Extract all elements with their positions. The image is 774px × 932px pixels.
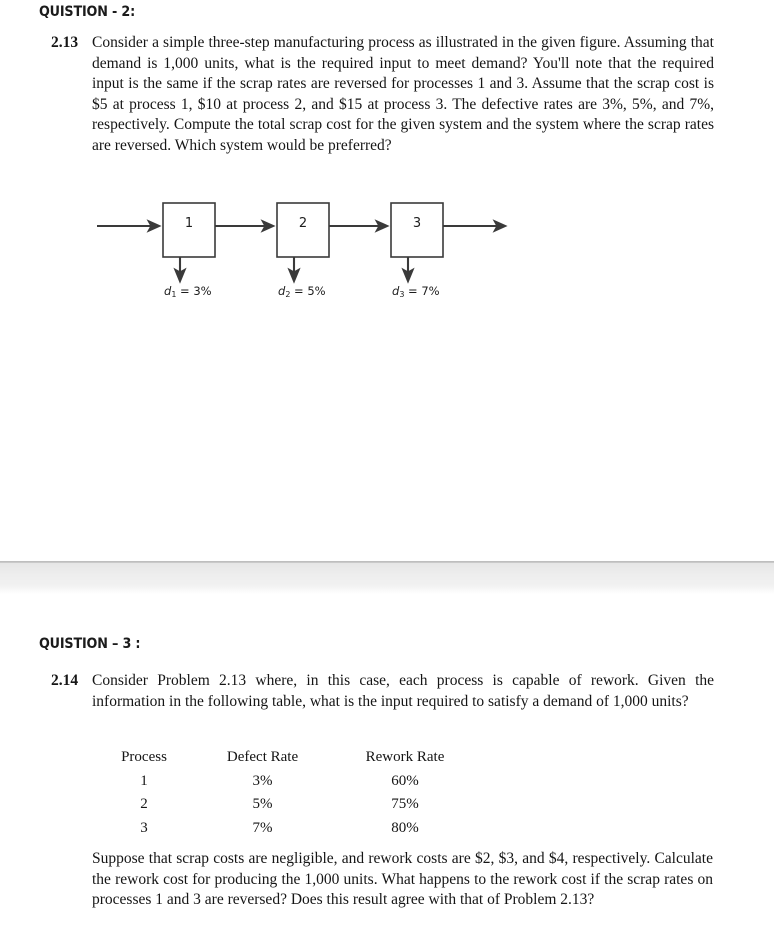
defect-label-3: [392, 284, 440, 298]
cell-defect-rate: 7%: [252, 819, 273, 836]
table-row: [92, 770, 481, 794]
cell-rework-rate: 80%: [391, 819, 419, 836]
problem-2-13-number: 2.13: [51, 34, 79, 51]
defect-label-2: [278, 284, 326, 298]
problem-2-14-trailing-body: [92, 849, 713, 911]
defect-label-3-value: 7%: [421, 284, 440, 298]
column-header-rework-rate: Rework Rate: [365, 749, 445, 765]
arrow-1-to-2-head: [263, 222, 273, 231]
defect-label-2-value: 5%: [307, 284, 326, 298]
problem-2-14-number: 2.14: [51, 672, 79, 689]
defect-label-1-subscript: 1: [171, 290, 177, 299]
cell-defect-rate: 5%: [252, 796, 273, 812]
rework-rate-table: [92, 746, 481, 840]
cell-rework-rate: 60%: [391, 772, 419, 789]
problem-2-13-body: [92, 33, 714, 157]
arrow-2-to-3-head: [377, 222, 387, 231]
question-2-heading: QUISTION - 2:: [39, 4, 136, 20]
input-arrow-head: [149, 222, 159, 231]
defect-label-1-value: 3%: [193, 284, 212, 298]
table-row: [92, 817, 481, 841]
page-break-separator: [0, 561, 774, 594]
problem-2-14-body: [92, 671, 714, 712]
defect-arrow-1-head: [176, 270, 185, 281]
defect-arrow-2-head: [290, 270, 299, 281]
column-header-process: Process: [121, 749, 167, 765]
problem-2-13-paragraph: Consider a simple three-step manufacturing process as illustrated in the given figure. Assuming that demand is 1,000 units, what is the required input to meet demand? You'll note that the required input is the same if the scrap rates are reversed for processes 1 and 3. Assume that the scrap cost is $5 at process 1, $10 at process 2, and $15 at process 3. The defective rates are 3%, 5%, and 7%, respectively. Compute the total scrap cost for the given system and the system where the scrap rates are reversed. Which system would be preferred?: [92, 34, 714, 154]
defect-label-2-subscript: 2: [285, 290, 291, 299]
cell-process: 1: [140, 772, 148, 789]
problem-2-14: [51, 671, 714, 712]
table-row: [92, 793, 481, 817]
cell-rework-rate: 75%: [391, 796, 419, 812]
defect-arrow-3-head: [404, 270, 413, 281]
process-box-1-label: 1: [184, 216, 194, 231]
process-flow-diagram: [80, 195, 530, 310]
process-box-3-label: 3: [412, 216, 422, 231]
defect-label-3-equals: =: [404, 284, 422, 298]
defect-label-3-subscript: 3: [399, 290, 405, 299]
question-3-heading: QUISTION – 3 :: [39, 636, 141, 652]
table-header: [92, 746, 481, 770]
cell-defect-rate: 3%: [252, 772, 273, 789]
problem-2-13: [51, 33, 714, 157]
table-body: [92, 770, 481, 841]
output-arrow-head: [495, 222, 505, 231]
defect-label-1-equals: =: [176, 284, 194, 298]
cell-process: 2: [140, 796, 148, 812]
problem-2-14-paragraph: Consider Problem 2.13 where, in this case, each process is capable of rework. Given the information in the following table, what is the input required to satisfy a demand of 1,000 units?: [92, 672, 714, 710]
table-header-row: [92, 746, 481, 770]
separator-gradient-band: [0, 563, 774, 594]
defect-label-1: [164, 284, 212, 298]
cell-process: 3: [140, 819, 148, 836]
problem-2-14-trailing-paragraph: Suppose that scrap costs are negligible, and rework costs are $2, $3, and $4, respectively. Calculate the rework cost for producing the 1,000 units. What happens to the rework cost if the scrap rates on processes 1 and 3 are reversed? Does this result agree with that of Problem 2.13?: [92, 850, 713, 909]
defect-label-2-equals: =: [290, 284, 308, 298]
process-box-2-label: 2: [298, 216, 308, 231]
column-header-defect-rate: Defect Rate: [226, 749, 299, 765]
defect-label-3-variable: d: [392, 284, 400, 298]
defect-label-2-variable: d: [278, 284, 286, 298]
defect-label-1-variable: d: [164, 284, 172, 298]
